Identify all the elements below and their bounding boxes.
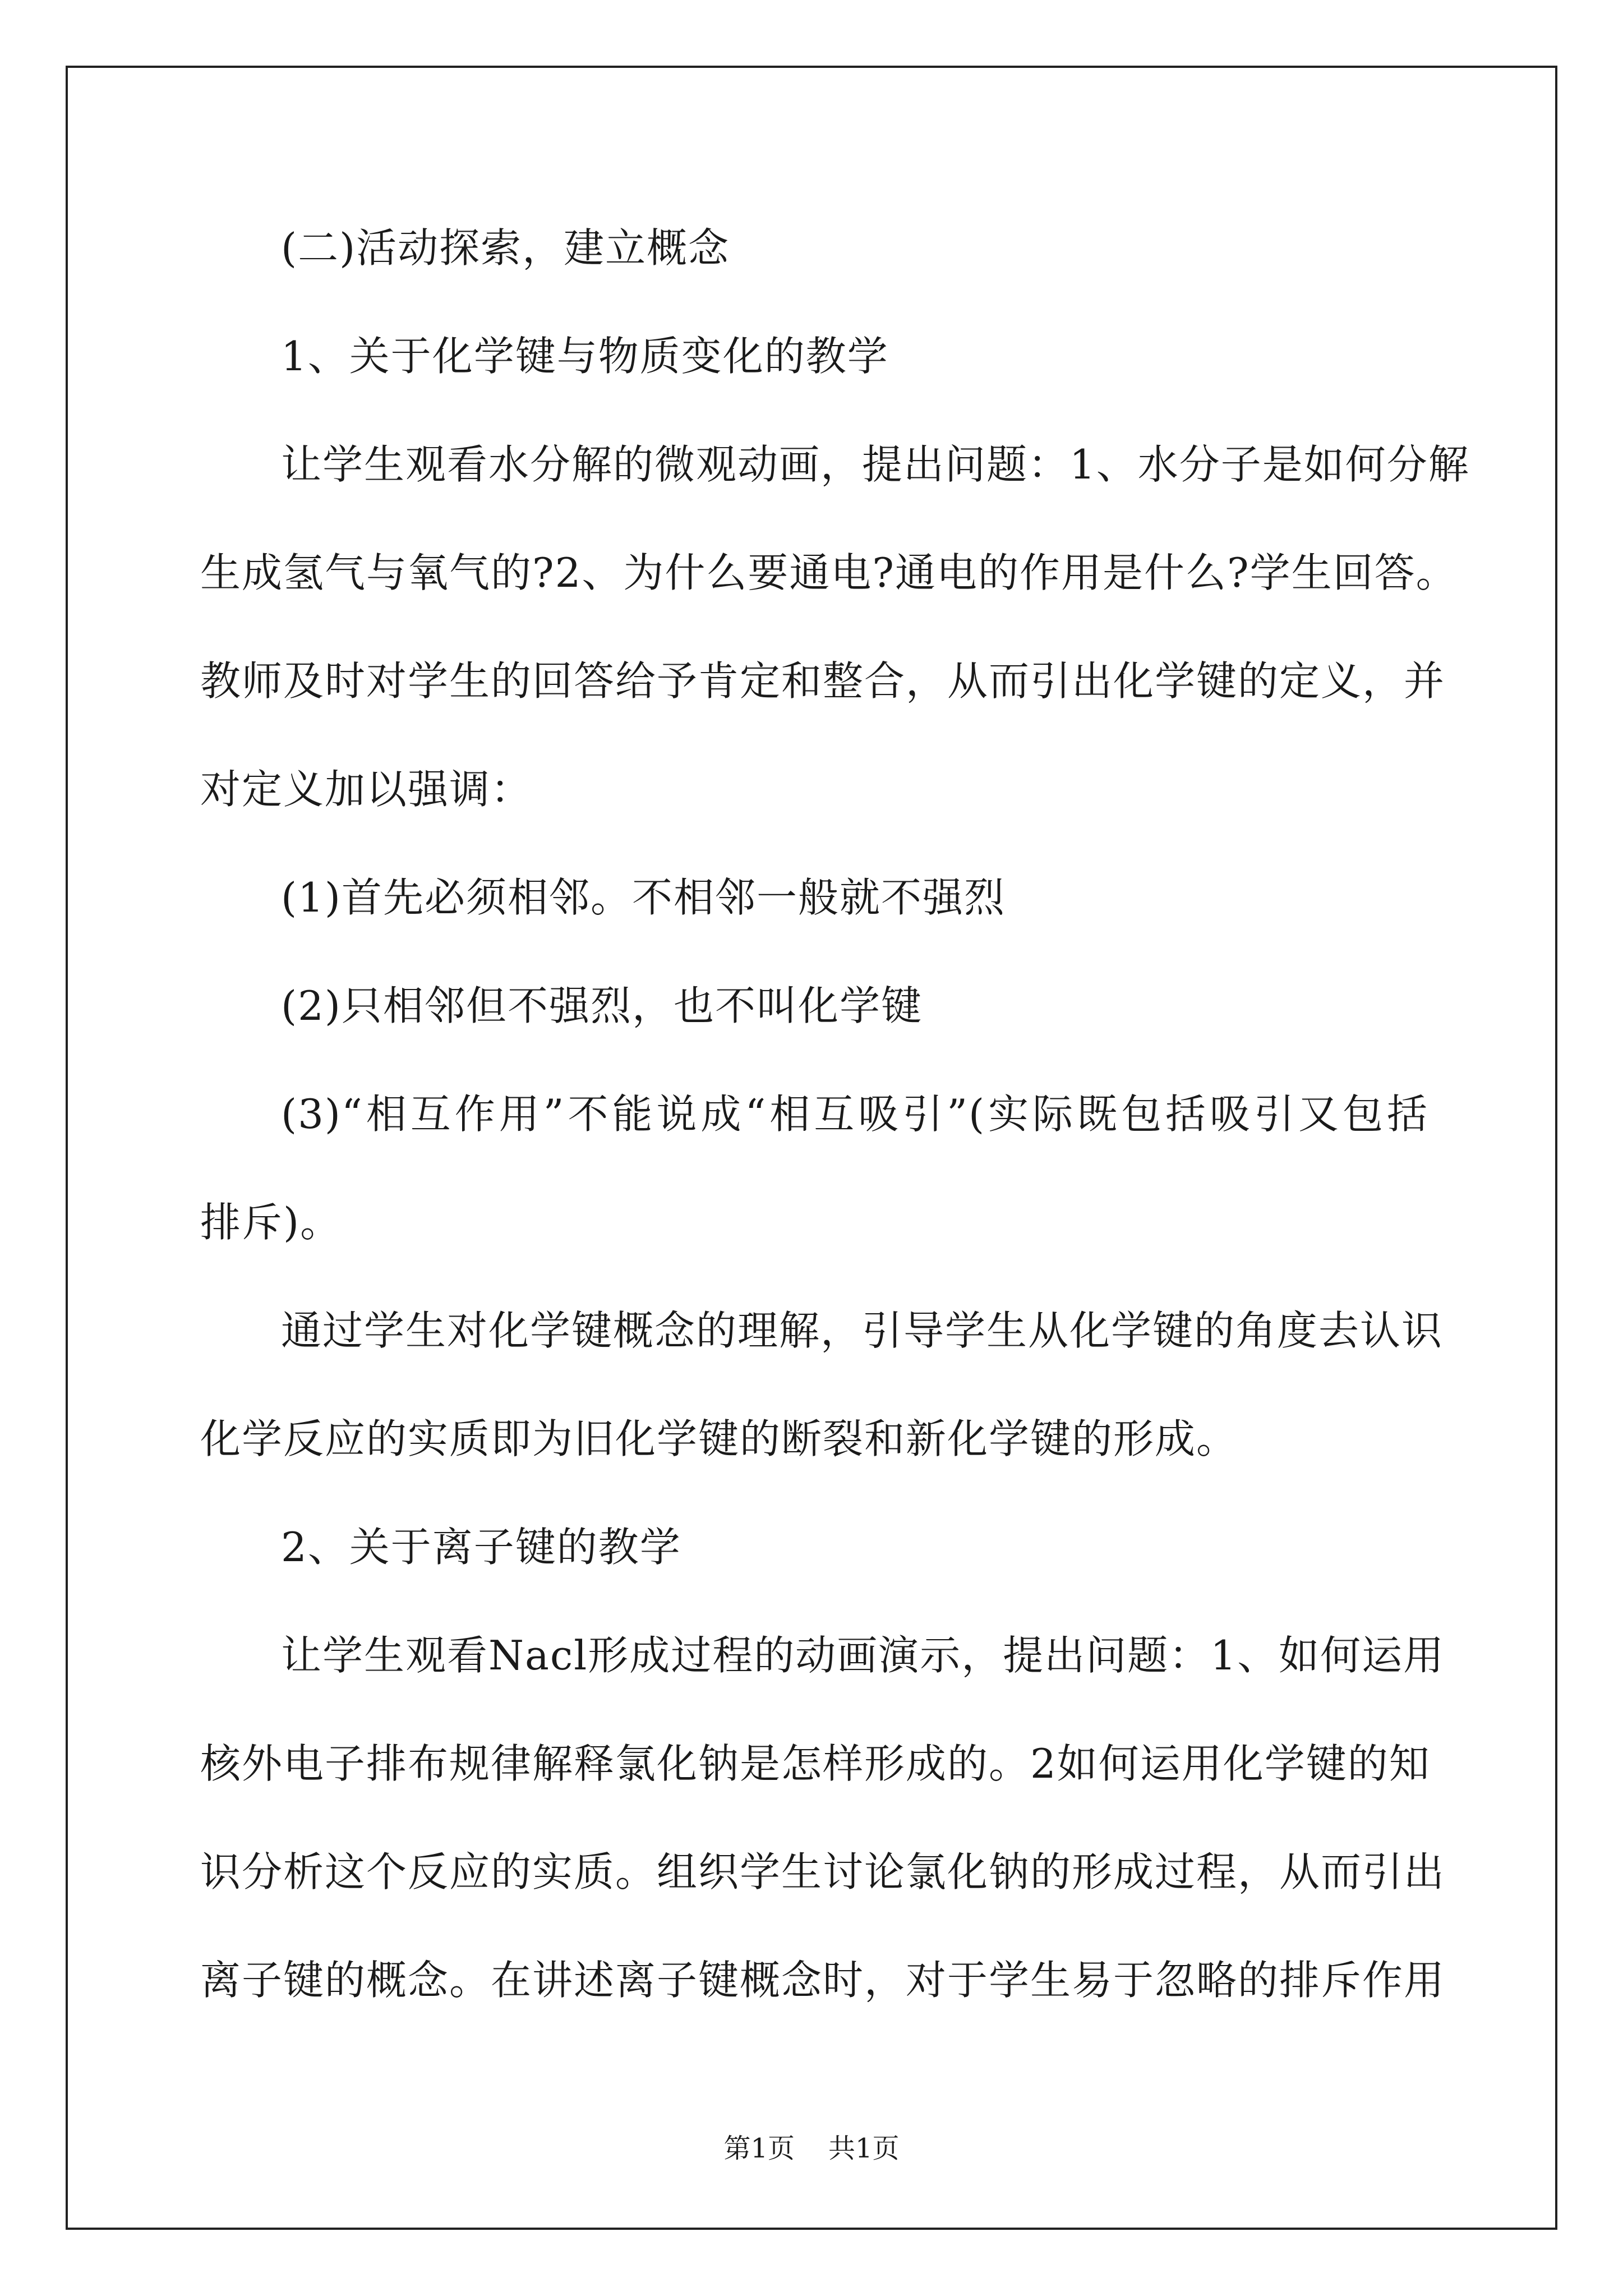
paragraph-line: 核外电子排布规律解释氯化钠是怎样形成的。2如何运用化学键的知 — [200, 1740, 1431, 1787]
paragraph-line: 教师及时对学生的回答给予肯定和整合，从而引出化学键的定义，并 — [200, 657, 1446, 705]
list-item: (2)只相邻但不强烈，也不叫化学键 — [281, 982, 923, 1029]
page-number: 第1页 — [723, 2133, 795, 2164]
paragraph-line: 化学反应的实质即为旧化学键的断裂和新化学键的形成。 — [200, 1415, 1238, 1462]
list-item: (3)“相互作用”不能说成“相互吸引”(实际既包括吸引又包括 — [281, 1091, 1428, 1138]
list-item: (1)首先必须相邻。不相邻一般就不强烈 — [281, 874, 1006, 921]
paragraph-line: 让学生观看水分解的微观动画，提出问题：1、水分子是如何分解 — [281, 441, 1470, 488]
paragraph-line: 通过学生对化学键概念的理解，引导学生从化学键的角度去认识 — [281, 1307, 1444, 1354]
paragraph-line: 对定义加以强调： — [200, 766, 533, 813]
paragraph-line: 让学生观看Nacl形成过程的动画演示，提出问题：1、如何运用 — [281, 1632, 1445, 1679]
paragraph-line: 识分析这个反应的实质。组织学生讨论氯化钠的形成过程，从而引出 — [200, 1848, 1446, 1895]
subsection-heading: 2、关于离子键的教学 — [281, 1524, 681, 1571]
paragraph-line: 生成氢气与氧气的?2、为什么要通电?通电的作用是什么?学生回答。 — [200, 549, 1458, 596]
page-total: 共1页 — [828, 2133, 900, 2164]
paragraph-line: 离子键的概念。在讲述离子键概念时，对于学生易于忽略的排斥作用 — [200, 1957, 1446, 2004]
page-border — [66, 66, 1557, 2230]
subsection-heading: 1、关于化学键与物质变化的教学 — [281, 333, 889, 380]
section-heading: (二)活动探索，建立概念 — [281, 224, 730, 272]
page-footer — [0, 2132, 1623, 2165]
paragraph-line: 排斥)。 — [200, 1199, 342, 1246]
